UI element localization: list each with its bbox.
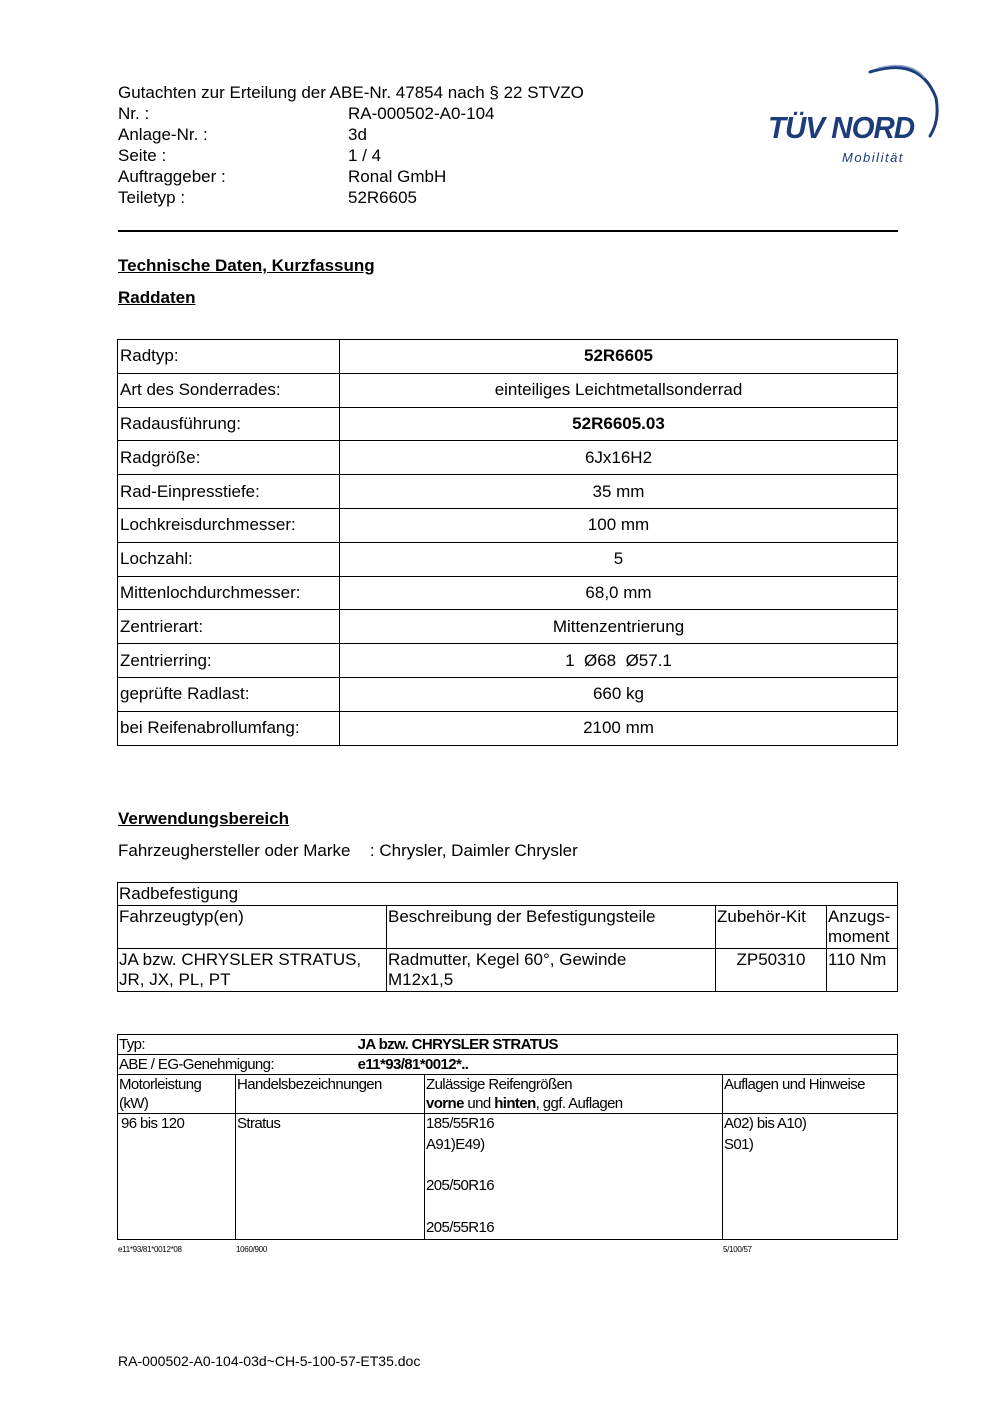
section-tech: Technische Daten, Kurzfassung (118, 256, 375, 275)
typ-value: JA bzw. CHRYSLER STRATUS (357, 1036, 558, 1053)
section-raddaten: Raddaten (118, 288, 196, 307)
cell-value: 6Jx16H2 (340, 441, 898, 475)
header-row-anlage (118, 124, 584, 145)
table-row (118, 373, 898, 407)
cell-label: Lochkreisdurchmesser: (118, 508, 340, 542)
report-title: Gutachten zur Erteilung der ABE-Nr. 47854 nach § 22 STVZO (118, 83, 584, 102)
bold-text: vorne (426, 1095, 464, 1112)
cell-value: Mittenzentrierung (340, 610, 898, 644)
cell-label: geprüfte Radlast: (118, 677, 340, 711)
header-value: Ronal GmbH (348, 167, 447, 186)
table-row (118, 441, 898, 475)
table-row (118, 407, 898, 441)
table-row (118, 542, 898, 576)
cell-value: 52R6605 (340, 340, 898, 374)
table-row (118, 508, 898, 542)
cell-label: Radgröße: (118, 441, 340, 475)
cell-value: 68,0 mm (340, 576, 898, 610)
typ-row (118, 1035, 898, 1055)
cell-value: 35 mm (340, 475, 898, 509)
table-row (118, 883, 898, 906)
text-line (426, 1094, 721, 1113)
header-value: RA-000502-A0-104 (348, 104, 495, 123)
header-value: 1 / 4 (348, 146, 382, 165)
cell-label: bei Reifenabrollumfang: (118, 711, 340, 745)
cell-notes (723, 1114, 898, 1240)
table-row (118, 340, 898, 374)
cell-handel: Stratus (236, 1114, 425, 1240)
text-line: M12x1,5 (388, 970, 454, 989)
header-divider (118, 230, 898, 232)
small-code: e11*93/81*0012*08 (118, 1245, 182, 1254)
cell-label: Rad-Einpresstiefe: (118, 475, 340, 509)
table-row (118, 711, 898, 745)
header-label: Nr. : (118, 104, 150, 123)
header-value: 3d (348, 125, 367, 144)
table-row (118, 677, 898, 711)
table-row (118, 1035, 898, 1055)
table-row (118, 1055, 898, 1075)
text-part: , ggf. Auflagen (535, 1095, 623, 1112)
cell-value: 100 mm (340, 508, 898, 542)
section-verwendung: Verwendungsbereich (118, 809, 289, 828)
header-cell: Fahrzeugtyp(en) (118, 906, 387, 949)
text-line: Radmutter, Kegel 60°, Gewinde (388, 950, 627, 969)
logo-subtitle: Mobilität (842, 150, 904, 165)
abe-row (118, 1055, 898, 1075)
header-label: Anlage-Nr. : (118, 125, 208, 144)
manufacturer-value: Chrysler, Daimler Chrysler (379, 841, 578, 860)
abe-value: e11*93/81*0012*.. (357, 1056, 469, 1073)
cell-value: 1 Ø68 Ø57.1 (340, 644, 898, 678)
cell-label: Zentrierring: (118, 644, 340, 678)
header-cell: Zubehör-Kit (716, 906, 827, 949)
cell-kit: ZP50310 (716, 949, 827, 992)
header-row-nr (118, 103, 584, 124)
vehicle-table (117, 1034, 898, 1240)
text-line: JR, JX, PL, PT (119, 970, 231, 989)
tuev-nord-logo (760, 58, 940, 170)
cell-label: Radtyp: (118, 340, 340, 374)
header-label: Seite : (118, 146, 167, 165)
header-label: Auftraggeber : (118, 167, 226, 186)
header-cell: Handelsbezeichnungen (236, 1075, 425, 1114)
text-line: JA bzw. CHRYSLER STRATUS, (119, 950, 362, 969)
small-code: 5/100/57 (723, 1245, 752, 1254)
cell-tires (425, 1114, 723, 1240)
cell-value: 2100 mm (340, 711, 898, 745)
text-part: und (463, 1095, 495, 1112)
header-cell: Auflagen und Hinweise (723, 1075, 898, 1114)
mounting-title: Radbefestigung (118, 883, 898, 906)
table-row (118, 949, 898, 992)
cell-value: 660 kg (340, 677, 898, 711)
header-cell (118, 1075, 236, 1114)
header-cell: Beschreibung der Befestigungsteile (387, 906, 716, 949)
cell-description (387, 949, 716, 992)
text-line (426, 1156, 721, 1177)
wheel-data-table (117, 339, 898, 746)
table-row (118, 644, 898, 678)
text-line: Motorleistung (119, 1076, 202, 1093)
text-line: A91)E49) (426, 1135, 485, 1153)
text-line: A02) bis A10) (724, 1115, 807, 1132)
cell-label: Mittenlochdurchmesser: (118, 576, 340, 610)
table-row (118, 1114, 898, 1240)
table-row (118, 576, 898, 610)
cell-label: Zentrierart: (118, 610, 340, 644)
document-header (118, 82, 584, 208)
header-line: moment (828, 927, 890, 946)
text-line: 205/55R16 (426, 1218, 494, 1236)
cell-label: Radausführung: (118, 407, 340, 441)
table-row (118, 610, 898, 644)
cell-value: 52R6605.03 (340, 407, 898, 441)
manufacturer-separator: : (369, 841, 375, 860)
text-line: 185/55R16 (426, 1115, 494, 1132)
bold-text: hinten (494, 1095, 536, 1112)
footer-filename: RA-000502-A0-104-03d~CH-5-100-57-ET35.doc (118, 1353, 421, 1369)
text-line: 205/50R16 (426, 1177, 494, 1195)
header-row-seite (118, 145, 584, 166)
table-row (118, 906, 898, 949)
table-row (118, 1075, 898, 1114)
header-cell (827, 906, 898, 949)
text-line: S01) (724, 1135, 754, 1153)
small-code: 1060/900 (236, 1245, 267, 1254)
cell-label: Art des Sonderrades: (118, 373, 340, 407)
header-value: 52R6605 (348, 188, 418, 207)
table-row (118, 475, 898, 509)
text-line (426, 1197, 721, 1218)
header-row-auftraggeber (118, 166, 584, 187)
header-line: Anzugs- (828, 907, 891, 926)
text-line: Zulässige Reifengrößen (426, 1076, 573, 1093)
abe-label: ABE / EG-Genehmigung: (119, 1056, 274, 1073)
cell-motor: 96 bis 120 (118, 1114, 236, 1240)
text-line: (kW) (119, 1095, 149, 1112)
cell-label: Lochzahl: (118, 542, 340, 576)
cell-torque: 110 Nm (827, 949, 898, 992)
typ-label: Typ: (119, 1036, 145, 1053)
header-label: Teiletyp : (118, 188, 186, 207)
cell-value: einteiliges Leichtmetallsonderrad (340, 373, 898, 407)
logo-brand: TÜV NORD (768, 110, 915, 145)
header-row-teiletyp (118, 187, 584, 208)
header-cell (425, 1075, 723, 1114)
mounting-table (117, 882, 898, 992)
manufacturer-line (118, 841, 578, 861)
cell-value: 5 (340, 542, 898, 576)
manufacturer-label: Fahrzeughersteller oder Marke (118, 841, 351, 860)
cell-vehicle-types (118, 949, 387, 992)
